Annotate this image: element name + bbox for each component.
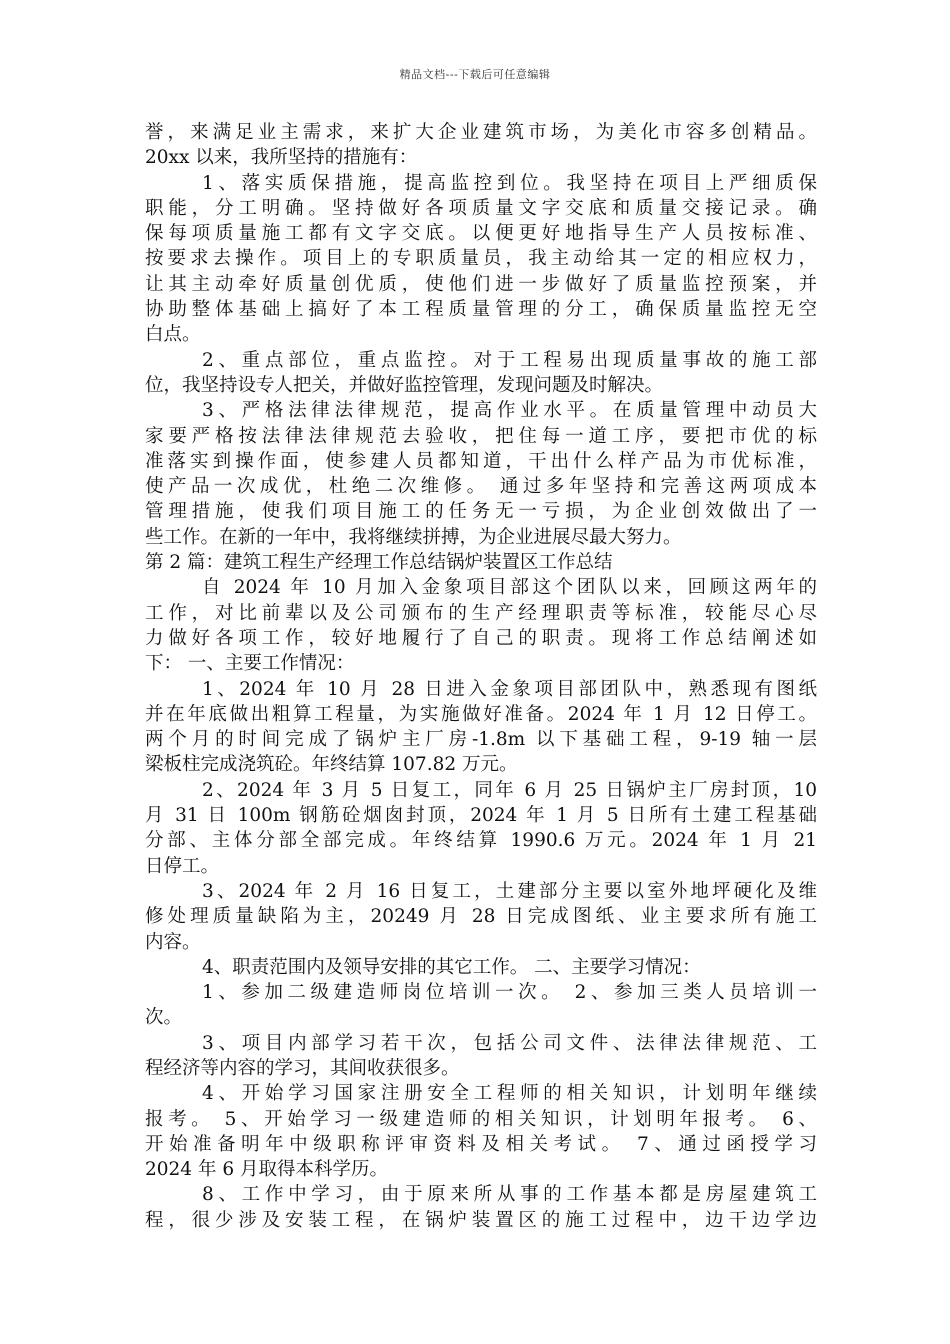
- text-line: 程，很少涉及安装工程，在锅炉装置区的施工过程中，边干边学边: [145, 1209, 817, 1231]
- text-line: 20xx 以来，我所坚持的措施有：: [145, 147, 418, 169]
- text-line: 1、参加二级建造师岗位培训一次。 2、参加三类人员培训一: [202, 982, 817, 1004]
- text-line: 准落实到操作面，使参建人员都知道，干出什么样产品为市优标准，: [145, 450, 817, 472]
- text-line: 2、2024 年 3 月 5 日复工，同年 6 月 25 日锅炉主厂房封顶，10: [202, 779, 817, 801]
- text-line: 内容。: [145, 931, 201, 953]
- text-line: 并在年底做出粗算工程量，为实施做好准备。2024 年 1 月 12 日停工。: [145, 703, 817, 725]
- text-line: 誉，来满足业主需求，来扩大企业建筑市场，为美化市容多创精品。: [145, 122, 817, 143]
- text-line: 管理措施，使我们项目施工的任务无一亏损，为企业创效做出了一: [145, 501, 817, 523]
- text-line: 梁板柱完成浇筑砼。年终结算 107.82 万元。: [145, 754, 518, 776]
- text-line: 1、2024 年 10 月 28 日进入金象项目部团队中，熟悉现有图纸: [202, 678, 817, 700]
- text-line: 白点。: [145, 324, 201, 346]
- text-line: 协助整体基础上搞好了本工程质量管理的分工，确保质量监控无空: [145, 299, 817, 321]
- text-line: 8、工作中学习，由于原来所从事的工作基本都是房屋建筑工: [202, 1184, 817, 1206]
- text-line: 力做好各项工作，较好地履行了自己的职责。现将工作总结阐述如: [145, 627, 817, 649]
- text-line: 1、落实质保措施，提高监控到位。我坚持在项目上严细质保: [202, 172, 817, 194]
- text-line: 修处理质量缺陷为主，20249 月 28 日完成图纸、业主要求所有施工: [145, 906, 817, 928]
- text-line: 3、严格法律法律规范，提高作业水平。在质量管理中动员大: [202, 400, 817, 422]
- text-line: 2024 年 6 月取得本科学历。: [145, 1159, 388, 1181]
- text-line: 家要严格按法律法律规范去验收，把住每一道工序，要把市优的标: [145, 425, 817, 447]
- text-line: 第 2 篇：建筑工程生产经理工作总结锅炉装置区工作总结: [145, 552, 613, 574]
- text-line: 工作，对比前辈以及公司颁布的生产经理职责等标准，较能尽心尽: [145, 602, 817, 624]
- text-line: 3、项目内部学习若干次，包括公司文件、法律法律规范、工: [202, 1032, 817, 1054]
- text-line: 4、职责范围内及领导安排的其它工作。 二、主要学习情况：: [202, 956, 701, 978]
- text-line: 分部、主体分部全部完成。年终结算 1990.6 万元。2024 年 1 月 21: [145, 830, 817, 852]
- text-line: 报考。 5、开始学习一级建造师的相关知识，计划明年报考。 6、: [145, 1108, 817, 1130]
- text-line: 些工作。在新的一年中，我将继续拼搏，为企业进展尽最大努力。: [145, 526, 682, 548]
- text-line: 位，我坚持设专人把关，并做好监控管理，发现问题及时解决。: [145, 374, 664, 396]
- text-line: 使产品一次成优，杜绝二次维修。 通过多年坚持和完善这两项成本: [145, 476, 817, 498]
- text-line: 程经济等内容的学习，其间收获很多。: [145, 1057, 460, 1079]
- page-header: 精品文档---下载后可任意编辑: [399, 68, 551, 81]
- document-body: [145, 120, 817, 1233]
- text-line: 月 31 日 100m 钢筋砼烟囱封顶，2024 年 1 月 5 日所有土建工程基础: [145, 805, 817, 827]
- text-line: 下： 一、主要工作情况：: [145, 653, 355, 675]
- text-line: 保每项质量施工都有文字交底。以便更好地指导生产人员按标准、: [145, 223, 817, 245]
- text-line: 4、开始学习国家注册安全工程师的相关知识，计划明年继续: [202, 1083, 817, 1105]
- text-line: 2、重点部位，重点监控。对于工程易出现质量事故的施工部: [202, 349, 817, 371]
- text-line: 3、2024 年 2 月 16 日复工，土建部分主要以室外地坪硬化及维: [202, 880, 817, 902]
- text-line: 按要求去操作。项目上的专职质量员，我主动给其一定的相应权力，: [145, 248, 817, 270]
- text-line: 自 2024 年 10 月加入金象项目部这个团队以来，回顾这两年的: [202, 577, 817, 599]
- text-line: 让其主动牵好质量创优质，使他们进一步做好了质量监控预案，并: [145, 273, 817, 295]
- text-line: 职能，分工明确。坚持做好各项质量文字交底和质量交接记录。确: [145, 197, 817, 219]
- text-line: 日停工。: [145, 855, 220, 877]
- text-line: 两个月的时间完成了锅炉主厂房-1.8m 以下基础工程，9-19 轴一层: [145, 729, 817, 751]
- text-line: 开始准备明年中级职称评审资料及相关考试。 7、通过函授学习: [145, 1133, 817, 1155]
- text-line: 次。: [145, 1007, 183, 1029]
